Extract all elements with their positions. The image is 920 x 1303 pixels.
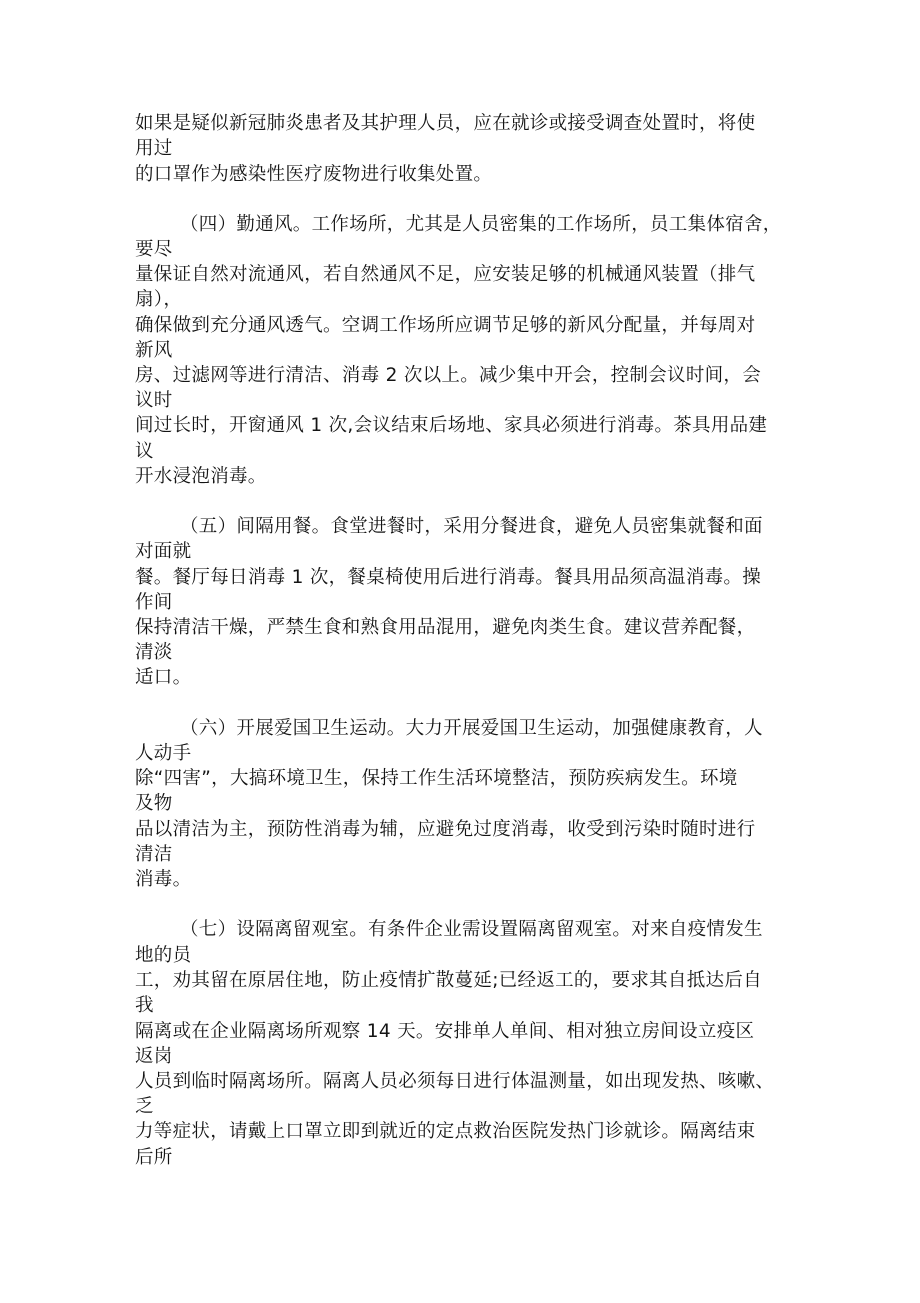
text-line: 扇）， xyxy=(135,289,183,310)
text-line: 地的员 xyxy=(135,945,192,966)
text-line: 议时 xyxy=(135,390,173,411)
paragraph-heading-5: （五）间隔用餐。食堂进餐时，采用分餐进食，避免人员密集就餐和面 xyxy=(180,516,763,537)
text-line: 用过 xyxy=(135,138,173,159)
text-line: 除“四害”，大搞环境卫生，保持工作生活环境整洁，预防疾病发生。环境 xyxy=(135,768,738,789)
paragraph-heading-4: （四）勤通风。工作场所，尤其是人员密集的工作场所，员工集体宿舍， xyxy=(180,214,782,235)
text-line: 清淡 xyxy=(135,642,173,663)
text-line: 对面就 xyxy=(135,541,192,562)
text-line: 隔离或在企业隔离场所观察 14 天。安排单人单间、相对独立房间设立疫区 xyxy=(135,1021,755,1042)
text-line: 我 xyxy=(135,995,154,1016)
text-line: 新风 xyxy=(135,340,173,361)
text-line: 清洁 xyxy=(135,844,173,865)
text-line: 返岗 xyxy=(135,1046,173,1067)
text-line: 量保证自然对流通风，若自然通风不足，应安装足够的机械通风装置（排气 xyxy=(135,264,756,285)
text-line: 要尽 xyxy=(135,239,173,260)
text-line: 后所 xyxy=(135,1147,173,1168)
text-line: 消毒。 xyxy=(135,869,192,890)
text-line: 房、过滤网等进行清洁、消毒 2 次以上。减少集中开会，控制会议时间，会 xyxy=(135,365,762,386)
paragraph-heading-6: （六）开展爱国卫生运动。大力开展爱国卫生运动，加强健康教育，人 xyxy=(180,718,763,739)
text-line: 如果是疑似新冠肺炎患者及其护理人员，应在就诊或接受调查处置时，将使 xyxy=(135,113,756,134)
text-line: 人员到临时隔离场所。隔离人员必须每日进行体温测量，如出现发热、咳嗽、 xyxy=(135,1071,775,1092)
text-line: 人动手 xyxy=(135,743,192,764)
paragraph-heading-7: （七）设隔离留观室。有条件企业需设置隔离留观室。对来自疫情发生 xyxy=(180,919,763,940)
text-line: 开水浸泡消毒。 xyxy=(135,466,267,487)
text-line: 确保做到充分通风透气。空调工作场所应调节足够的新风分配量，并每周对 xyxy=(135,315,756,336)
text-line: 议 xyxy=(135,441,154,462)
text-line: 的口罩作为感染性医疗废物进行收集处置。 xyxy=(135,164,493,185)
text-line: 品以清洁为主，预防性消毒为辅，应避免过度消毒，收受到污染时随时进行 xyxy=(135,819,756,840)
text-line: 间过长时，开窗通风 1 次,会议结束后场地、家具必须进行消毒。茶具用品建 xyxy=(135,415,768,436)
text-line: 餐。餐厅每日消毒 1 次，餐桌椅使用后进行消毒。餐具用品须高温消毒。操 xyxy=(135,567,762,588)
text-line: 力等症状，请戴上口罩立即到就近的定点救治医院发热门诊就诊。隔离结束 xyxy=(135,1121,756,1142)
text-line: 适口。 xyxy=(135,667,192,688)
text-line: 保持清洁干燥，严禁生食和熟食用品混用，避免肉类生食。建议营养配餐， xyxy=(135,617,756,638)
text-line: 乏 xyxy=(135,1096,154,1117)
text-line: 及物 xyxy=(135,793,173,814)
text-line: 工，劝其留在原居住地，防止疫情扩散蔓延;已经返工的，要求其自抵达后自 xyxy=(135,970,762,991)
text-line: 作间 xyxy=(135,592,173,613)
